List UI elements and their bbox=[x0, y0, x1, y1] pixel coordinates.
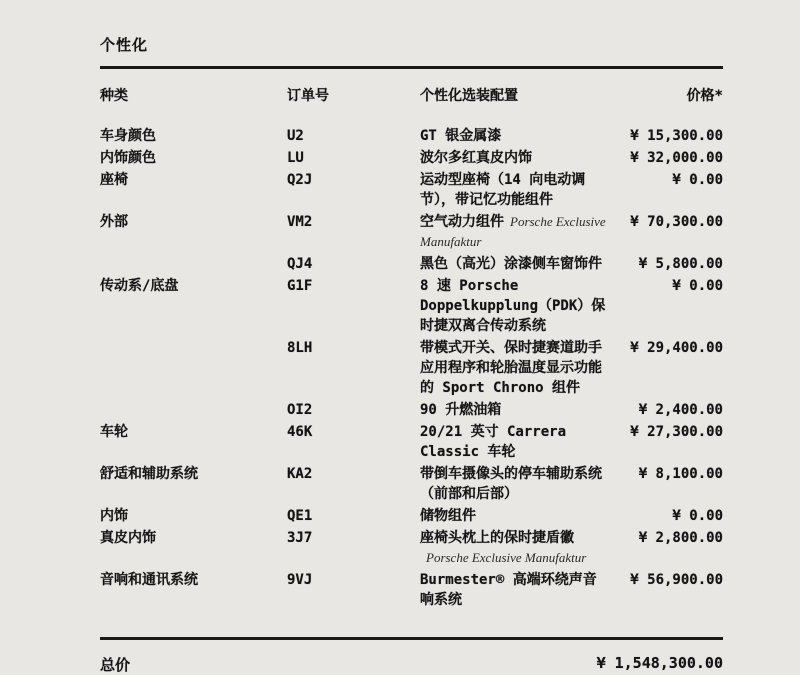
table-row bbox=[100, 126, 723, 146]
table-row bbox=[100, 338, 723, 398]
price-cell: ¥ 5,800.00 bbox=[638, 256, 723, 272]
category-cell: 传动系/底盘 bbox=[100, 278, 179, 294]
option-desc-text: 储物组件 bbox=[420, 508, 476, 524]
order-code-cell: 8LH bbox=[287, 340, 313, 356]
option-desc-cell bbox=[420, 506, 606, 526]
option-desc-cell bbox=[420, 528, 606, 568]
table-row bbox=[100, 528, 723, 568]
option-desc-text: 座椅头枕上的保时捷盾徽 bbox=[420, 530, 574, 546]
table-row bbox=[100, 148, 723, 168]
category-cell: 真皮内饰 bbox=[100, 530, 156, 546]
col-header-category: 种类 bbox=[100, 88, 128, 104]
option-desc-cell bbox=[420, 422, 606, 462]
total-label: 总价 bbox=[100, 656, 131, 674]
brand-label: Porsche Exclusive Manufaktur bbox=[420, 214, 606, 249]
category-cell bbox=[100, 338, 287, 398]
order-code-cell: 3J7 bbox=[287, 530, 313, 546]
col-header-order-code: 订单号 bbox=[287, 88, 329, 104]
category-cell: 内饰颜色 bbox=[100, 150, 156, 166]
option-desc-cell bbox=[420, 254, 606, 274]
option-desc-cell bbox=[420, 570, 606, 610]
option-desc-text: GT 银金属漆 bbox=[420, 128, 502, 144]
table-row bbox=[100, 464, 723, 504]
table-row bbox=[100, 422, 723, 462]
option-desc-text: 波尔多红真皮内饰 bbox=[420, 150, 532, 166]
order-code-cell: QE1 bbox=[287, 508, 313, 524]
order-code-cell: VM2 bbox=[287, 214, 313, 230]
order-code-cell: U2 bbox=[287, 128, 304, 144]
option-desc-text: 空气动力组件 bbox=[420, 214, 504, 230]
option-desc-cell bbox=[420, 148, 606, 168]
order-code-cell: 9VJ bbox=[287, 572, 313, 588]
category-cell bbox=[100, 254, 287, 274]
table-row bbox=[100, 212, 723, 252]
price-cell: ¥ 2,800.00 bbox=[638, 530, 723, 546]
title-divider bbox=[100, 66, 723, 69]
price-cell: ¥ 2,400.00 bbox=[638, 402, 723, 418]
table-row bbox=[100, 400, 723, 420]
option-desc-cell bbox=[420, 464, 606, 504]
table-row bbox=[100, 254, 723, 274]
price-cell: ¥ 70,300.00 bbox=[630, 214, 723, 230]
price-cell: ¥ 0.00 bbox=[672, 172, 723, 188]
category-cell: 外部 bbox=[100, 214, 128, 230]
order-code-cell: QJ4 bbox=[287, 256, 313, 272]
category-cell: 音响和通讯系统 bbox=[100, 572, 198, 588]
option-desc-text: 8 速 Porsche Doppelkupplung（PDK）保时捷双离合传动系统 bbox=[420, 278, 606, 334]
order-code-cell: 46K bbox=[287, 424, 313, 440]
category-cell bbox=[100, 400, 287, 420]
table-row bbox=[100, 170, 723, 210]
price-cell: ¥ 0.00 bbox=[672, 508, 723, 524]
order-code-cell: Q2J bbox=[287, 172, 313, 188]
category-cell: 车轮 bbox=[100, 424, 128, 440]
option-desc-cell bbox=[420, 338, 606, 398]
order-code-cell: OI2 bbox=[287, 402, 313, 418]
col-header-option: 个性化选装配置 bbox=[420, 88, 518, 104]
price-cell: ¥ 8,100.00 bbox=[638, 466, 723, 482]
section-title: 个性化 bbox=[100, 36, 149, 54]
option-desc-cell bbox=[420, 400, 606, 420]
option-desc-text: 20/21 英寸 Carrera Classic 车轮 bbox=[420, 424, 567, 460]
total-row bbox=[100, 654, 723, 675]
config-sheet-page bbox=[100, 34, 723, 675]
option-desc-text: Burmester® 高端环绕声音响系统 bbox=[420, 572, 597, 608]
total-value: ¥ 1,548,300.00 bbox=[596, 654, 723, 672]
option-desc-text: 运动型座椅（14 向电动调节），带记忆功能组件 bbox=[420, 172, 586, 208]
option-desc-cell bbox=[420, 126, 606, 146]
price-cell: ¥ 15,300.00 bbox=[630, 128, 723, 144]
table-row bbox=[100, 570, 723, 610]
price-cell: ¥ 56,900.00 bbox=[630, 572, 723, 588]
col-header-price: 价格* bbox=[686, 88, 723, 104]
option-desc-text: 黑色（高光）涂漆侧车窗饰件 bbox=[420, 256, 602, 272]
order-code-cell: KA2 bbox=[287, 466, 313, 482]
option-desc-text: 90 升燃油箱 bbox=[420, 402, 502, 418]
option-desc-cell bbox=[420, 212, 606, 252]
category-cell: 车身颜色 bbox=[100, 128, 156, 144]
table-row bbox=[100, 276, 723, 336]
table-body bbox=[100, 126, 723, 610]
price-cell: ¥ 32,000.00 bbox=[630, 150, 723, 166]
table-row bbox=[100, 506, 723, 526]
option-desc-cell bbox=[420, 276, 606, 336]
category-cell: 座椅 bbox=[100, 172, 128, 188]
option-desc-text: 带倒车摄像头的停车辅助系统（前部和后部） bbox=[420, 466, 602, 502]
option-desc-cell bbox=[420, 170, 606, 210]
order-code-cell: G1F bbox=[287, 278, 313, 294]
price-cell: ¥ 27,300.00 bbox=[630, 424, 723, 440]
option-desc-text: 带模式开关、保时捷赛道助手应用程序和轮胎温度显示功能的 Sport Chrono 组件 bbox=[420, 340, 602, 396]
price-cell: ¥ 0.00 bbox=[672, 278, 723, 294]
order-code-cell: LU bbox=[287, 150, 304, 166]
category-cell: 内饰 bbox=[100, 508, 128, 524]
total-divider bbox=[100, 637, 723, 640]
table-header-row bbox=[100, 85, 723, 105]
brand-label: Porsche Exclusive Manufaktur bbox=[426, 550, 587, 565]
category-cell: 舒适和辅助系统 bbox=[100, 466, 198, 482]
price-cell: ¥ 29,400.00 bbox=[630, 340, 723, 356]
